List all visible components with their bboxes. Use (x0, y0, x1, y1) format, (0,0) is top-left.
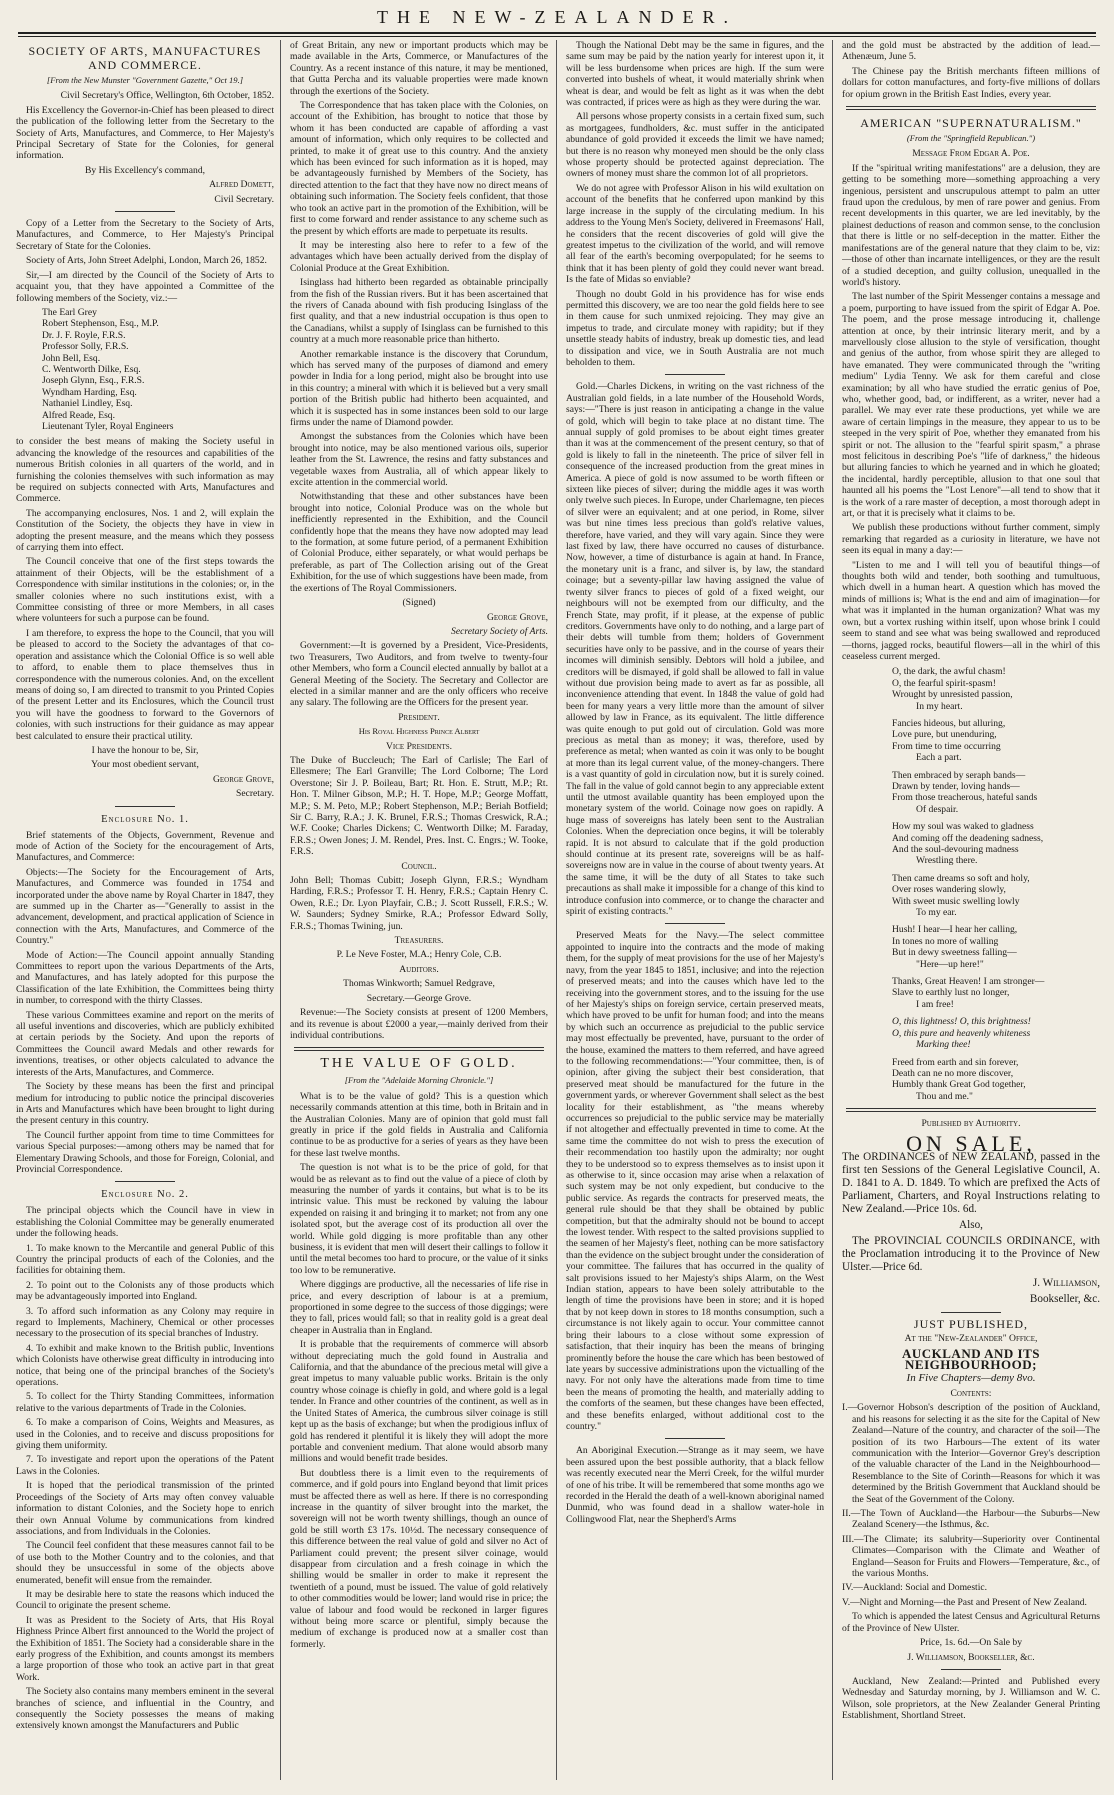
poem (842, 666, 1100, 1102)
society-para: The accompanying enclosures, Nos. 1 and 2, will explain the Constitution of the Society, the objects they have in view in adopting the present measure, and the means which they possess of carrying them into effect. (16, 507, 274, 554)
divider (941, 1312, 1001, 1313)
committee-member: Lieutenant Tyler, Royal Engineers (42, 420, 174, 432)
society-office: Civil Secretary's Office, Wellington, 6th October, 1852. (60, 90, 274, 102)
society-heading: SOCIETY OF ARTS, MANUFACTURES AND COMMERCE. (28, 44, 262, 72)
contents-item: IV.—Auckland: Social and Domestic. (842, 1582, 988, 1594)
poem-line: Thou and me." (916, 1090, 973, 1102)
society-cont-para: Amongst the substances from the Colonies which have been brought into notice, may be also mentioned various oils, superior leather from the St. Lawrence, the resins and fatty substances and vegetable waxes from Australia, all of which appear likely to excite attention in the commercial world. (290, 431, 548, 489)
treasurers-list: P. Le Neve Foster, M.A.; Henry Cole, C.B. (336, 949, 502, 961)
just-published: JUST PUBLISHED, (913, 1316, 1029, 1331)
poem-stanza (842, 770, 1100, 816)
enclosure-para: These various Committees examine and report on the merits of all useful inventions and discoveries, which are publicly exhibited at certain periods by the Society. And upon the reports of Committees the Council award Medals and other rewards for inventions, treatises, or other objects calculated to advance the interests of the Arts, Manufactures, and Commerce. (16, 1009, 274, 1078)
authority-line: Published by Authority. (921, 1118, 1021, 1130)
divider (665, 923, 725, 924)
society-cont-signer-title: Secretary Society of Arts. (451, 625, 548, 637)
provincial-text: The PROVINCIAL COUNCILS ORDINANCE, with the Proclamation introducing it to the Province of New Ulster.—Price 6d. (842, 1234, 1100, 1273)
gold-para: We do not agree with Professor Alison in his wild exultation on account of the benefits that he conferred upon mankind by this large increase in the supply of the circulating medium. In his address to the Young Men's Society, delivered in Freemasons' Hall, he considers that the recent discoveries of gold will give the greatest impetus to the civilization of the world, and will remove all fear of the earth's becoming overpopulated; for he seems to think that it has been plenty of gold they could never want bread. Is the fate of Midas so enviable? (566, 182, 824, 286)
poem-line: Slave to earthly lust no longer, (892, 987, 1010, 999)
committee-member: Dr. J. F. Royle, F.R.S. (42, 329, 126, 341)
price-line: Price, 1s. 6d.—On Sale by (919, 1637, 1023, 1649)
society-command: By His Excellency's command, (84, 164, 206, 176)
enclosure-2-heading: Enclosure No. 2. (101, 1189, 189, 1201)
society-source: [From the New Munster "Government Gazette," Oct 19.] (46, 75, 244, 85)
poem-stanza (842, 666, 1100, 712)
contents-item: III.—The Climate; its salubrity—Superiority over Continental Climates—Comparison with the Climate and Weather of England—Season for Fruits and Flowers—Temperature, &c., of the various Months. (842, 1533, 1100, 1580)
enclosure-1-heading: Enclosure No. 1. (101, 813, 189, 825)
auditors-heading: Auditors. (399, 963, 439, 975)
society-closing: I have the honour to be, Sir, (91, 744, 199, 756)
council-heading: Council. (401, 860, 437, 872)
also-line: Also, (959, 1218, 983, 1231)
enclosure-para: The principal objects which the Council have in view in establishing the Colonial Committee may be generally enumerated under the following heads. (16, 1205, 274, 1240)
seller-name: J. Williamson, Bookseller, &c. (907, 1651, 1035, 1663)
preserved-meats-para: Preserved Meats for the Navy.—The select committee appointed to inquire into the contracts and the mode of making them, for the supply of meat provisions for the use of her Majesty's navy, from the year 1845 to 1851, inclusive; and into the rejection of preserved meats; and into the causes which have led to the receiving into the government stores, and to the issuing for the use of her Majesty's ships on foreign service, certain preserved meats, which have proved to be unfit for human food; and into the means by which such an occurrence as prejudicial to the public service may most effectually be prevented, have, pursuant to the order of the house, examined the matters to them referred, and have agreed to the following recommendations:—"Your committee, then, is of opinion, after giving the subject their best consideration, that preserved meat should be manufactured for the future in the government yards, or wherever Government shall select as the best locality for their establishment, as "the means whereby occurrences so prejudicial to the public service may be materially if not altogether and effectually prevented in time to come. At the same time the committee do not wish to press the execution of their recommendation too hastily upon the admiralty; nor ought they to be understood so to express themselves as to insist upon it as otherwise to it, since occasion may arise when a relaxation of such system may be not only expedient, but conducive to the public service. As regards the contracts for preserved meats, the general rule should be that they shall be obtained by public competition, but that the admiralty should not be bound to accept the lowest tender. With respect to the salted provisions supplied to the seamen of her Majesty's fleet, nothing can be more satisfactory than the evidence on the subject brought under the consideration of your committee. The failures that has occurred in the quality of salt provisions issued to her Majesty's ships Alarm, on the West Indian station, appears to have been solely attributable to the length of time the provisions have been in store; and it is hoped that by not keep down in stores to 18 months consumption, such a circumstance is not likely again to occur. Your committee cannot bring their labours to a close without some expression of satisfaction, that their inquiry has been the means of bringing prominently before the house the care which has been bestowed of late years by successive administrations upon the victualling of the navy. For not only have the alterations made from time to time been the means of promoting the health, and materially adding to the comforts of the seamen, but these changes have been effected, and these benefits enlarged, without additional cost to the country." (566, 930, 824, 1432)
american-heading: AMERICAN "SUPERNATURALISM." (860, 116, 1082, 131)
poem-stanza (842, 1057, 1100, 1103)
poem-stanza (842, 924, 1100, 970)
poem-line: Hush! I hear—I hear her calling, (892, 924, 1018, 936)
poem-line: In my heart. (916, 700, 963, 712)
committee-member: C. Wentworth Dilke, Esq. (42, 363, 141, 375)
divider (294, 1047, 544, 1051)
poem-line: How my soul was waked to gladness (892, 821, 1034, 833)
poem-stanza (842, 873, 1100, 919)
society-para: His Excellency the Governor-in-Chief has been pleased to direct the publication of the following letter from the Secretary to the Society of Arts, Manufactures, and Commerce, to Her Majesty's Principal Secretary of State for the Colonies, for general information. (16, 104, 274, 162)
book-subtitle: In Five Chapters—demy 8vo. (906, 1371, 1036, 1384)
gold-para: Though the National Debt may be the same in figures, and the same sum may be paid by the nation yearly for interest upon it, it will be less burdensome when prices are high. If the sum were converted into bushels of wheat, it would materially shrink when wheat is dear, and would be felt as light as it was when the debt was contracted, if prices were as high as they were during the war. (566, 40, 824, 109)
poem-line: Then embraced by seraph bands— (892, 769, 1026, 781)
american-para: The last number of the Spirit Messenger contains a message and a poem, purporting to have issued from the spirit of Edgar A. Poe. The poem, and the prose message introducing it, challenge attention at once, by their intrinsic literary merit, and by a marvellously close allusion to the style of versification, thought and genius of the author, from whose spirit they are alleged to have emanated. They were communicated through the "writing medium" Lydia Tenny. We ask for them careful and close examination; by all who have studied the erratic genius of Poe, who, whether good, bad, or indifferent, as a writer, never had a parallel. We may ever rate these productions, yet while we are aware of certain limpings in the measure, they appear to us to be steeped in the very spirit of Poe, whether they emanated from his spirit or not. The allusion to the "fearful spirit spasm," a phrase most felicitous in describing Poe's "life of darkness," the hideous but alluring fancies to which he yearned and in which he gloated; the incidental, hardly perceptible, allusion to that one soul that haunted all his poems the "Lost Lenore"—all tend to show that it is the work of a rare master of deception, a most thorough adept in art, or that it is precisely what it claims to be. (842, 291, 1100, 520)
column-rule (280, 40, 281, 1780)
committee-member: Joseph Glynn, Esq., F.R.S. (42, 375, 145, 387)
divider (846, 106, 1096, 110)
society-cont-para: Notwithstanding that these and other substances have been brought into notice, Colonial Produce was on the whole but inefficiently represented in the Exhibition, and the Council confidently hope that the means they have now adopted may lead to the formation, at some future period, of a permanent Exhibition of Colonial Produce, either separately, or what would perhaps be preferable, as part of The Collection arising out of the Great Exhibition, for the use of which suggestions have been made, from the exertions of The Royal Commissioners. (290, 491, 548, 594)
column-3 (566, 40, 824, 1785)
column-2 (290, 40, 548, 1785)
american-para: We publish these productions without further comment, simply remarking that regarded as a curiosity in literature, we have not seen its equal in many a day:— (842, 522, 1100, 557)
poem-line: But in dewy sweetness falling— (892, 947, 1017, 959)
seller-title: Bookseller, &c. (1029, 1292, 1100, 1305)
enclosure-para: It is hoped that the periodical transmission of the printed Proceedings of the Society of Arts may often convey valuable information to distant Colonies, and the Society hope to enrich their own Annual Volume by communications from kindred associations, and from Individuals in the Colonies. (16, 1480, 274, 1537)
masthead-rule-thin (18, 36, 1096, 37)
column-1 (16, 40, 274, 1785)
gold-para: All persons whose property consists in a certain fixed sum, such as mortgagees, fundholders, &c. must suffer in the anticipated abundance of gold provided it exceeds the limit we have named; but there is no reason why moneyed men should be the only class whose property should be protected against depreciation. The owners of money must share the common lot of all proprietors. (566, 111, 824, 180)
column-rule (556, 40, 557, 1780)
column-4 (842, 40, 1100, 1785)
society-cont-para: Revenue:—The Society consists at present of 1200 Members, and its revenue is about £2000 a year,—mainly derived from their individual contributions. (290, 1007, 548, 1041)
poem-line: And the soul-devouring madness (892, 844, 1019, 855)
poem-line: Drawn by tender, loving hands— (892, 780, 1020, 792)
contents-list (842, 1402, 1100, 1608)
committee-member: Wyndham Harding, Esq. (42, 386, 137, 398)
contents-item: V.—Night and Morning—the Past and Present of New Zealand. (842, 1596, 1087, 1608)
poem-line: Death can ne no more discover, (892, 1067, 1014, 1079)
appendix-note: To which is appended the latest Census and Agricultural Returns of the Province of New Ulster. (842, 1611, 1100, 1634)
american-source: (From the "Springfield Republican.") (906, 133, 1036, 144)
committee-member: Professor Solly, F.R.S. (42, 341, 129, 353)
society-cont-para: The Correspondence that has taken place with the Colonies, on account of the Exhibition, has brought to notice that those by whom it has been conducted are capable of affording a vast amount of information, which only requires to be collected and printed, to make it of great use to this country. And the anxiety which has been evinced for such information as it is hoped, may be advantageously furnished by Members of the Society, has directed attention to the fact that they have now no direct means of obtaining such information. The Society feels confident, that those who took an active part in the promotion of the Exhibition, will be first to come forward and render assistance to any scheme such as the present by which efforts are made to perpetuate its results. (290, 100, 548, 237)
enclosure-item: 5. To collect for the Thirty Standing Committees, information relative to the various departments of Trade in the Colonies. (16, 1391, 274, 1414)
society-closing-name: George Grove, (212, 773, 274, 785)
enclosure-item: 6. To make a comparison of Coins, Weights and Measures, as used in the Colonies, and to receive and discuss propositions for giving them uniformity. (16, 1417, 274, 1452)
gold-para: It is probable that the requirements of commerce will absorb without depreciating much the gold found in Australia and California, and that the abundance of the precious metal will give a great impetus to many valuable public works. Britain is the only country whose coinage is chiefly in gold, and where gold is a legal tender. In France and other countries of the continent, as well as in the United States of America, the cumbrous silver coinage is still kept up as the basis of exchange; but when the prodigious influx of gold has rendered it plentiful it is likely they will adopt the more portable and convenient medium. That alone would absorb many millions and would benefit trade besides. (290, 1339, 548, 1465)
divider (115, 806, 175, 807)
gold-source: [From the "Adelaide Morning Chronicle."] (344, 1075, 494, 1086)
gold-para: What is to be the value of gold? This is a question which necessarily commands attention at this time, both in Britain and in the Australian Colonies. Many are of opinion that gold must fall greatly in price if the gold fields in Australia and California continue to be as productive for a series of years as they have been for these last twelve months. (290, 1090, 548, 1159)
committee-members-list (42, 307, 274, 432)
society-cont-para: Another remarkable instance is the discovery that Corundum, which has served many of the purposes of diamond and emery powder in India for a long period, might also be brought into use in this country; a mineral with which it is believed but a very small portion of the British public had hitherto been acquainted, and which it is suspected has in some instances been sold to our large firms under the name of Diamond powder. (290, 348, 548, 428)
enclosure-para: Objects:—The Society for the Encouragement of Arts, Manufactures, and Commerce was founded in 1754 and incorporated under the above name by Royal Charter in 1847, they are summed up in the Charter as—"Generally to assist in the advancement, development, and practical application of Science in connection with the Arts, Manufactures, and Commerce of the Country." (16, 866, 274, 947)
committee-member: Robert Stephenson, Esq., M.P. (42, 318, 159, 330)
enclosure-para: The Society also contains many members eminent in the several branches of science, and influential in the Country, and consequently the Society possesses the means of making extensively known amongst the Manufacturers and Public (16, 1686, 274, 1732)
seller-name: J. Williamson, (1032, 1276, 1100, 1289)
masthead-rule (18, 32, 1096, 34)
society-signer-title: Civil Secretary. (214, 193, 274, 205)
treasurers-heading: Treasurers. (394, 935, 444, 947)
gold-para: The question is not what is to be the price of gold, for that would be as relevant as to find out the value of a piece of cloth by measuring the number of yards it contains, but what is to be its intrinsic value. This must be reckoned by valuing the labour expended on raising it and bringing it to market; not from any one isolated spot, but the average cost of its production all over the world. While gold digging is more profitable than any other business, it is evident that men will desert their callings to follow it until the metal becomes too hard to procure, or the value of it sinks too low to be remunerative. (290, 1162, 548, 1276)
poem-line: "Here—up here!" (916, 958, 984, 970)
society-para: to consider the best means of making the Society useful in advancing the knowledge of the resources and capabilities of the numerous British colonies in all quarters of the world, and in furnishing the colonies themselves with such information as may be required on subjects connected with Arts, Manufactures and Commerce. (16, 436, 274, 505)
poem-stanza (842, 976, 1100, 1010)
on-sale-heading: ON SALE, (906, 1130, 1036, 1156)
poem-line: From time to time occurring (892, 740, 1001, 752)
aboriginal-execution-para: An Aboriginal Execution.—Strange as it may seem, we have been assured upon the best possible authority, that a black fellow was recently executed near the Merri Creek, for the wilful murder of one of his tribe. It will be remembered that some months ago we recorded in the Herald the death of a well-known aboriginal named Dunmid, who was found dead in a shallow water-hole in Collingwood Flat, near the Shepherd's Arms (566, 1445, 824, 1525)
enclosure-item: 3. To afford such information as any Colony may require in regard to Implements, Machinery, Chemical or other processes necessary to the prosecution of its special branches of Industry. (16, 1305, 274, 1340)
ordinances-ad (842, 1151, 1100, 1306)
president-name: His Royal Highness Prince Albert (358, 726, 480, 737)
poem-line: Love pure, but unenduring, (892, 729, 997, 741)
poem-line: Fancies hideous, but alluring, (892, 717, 1006, 729)
ordinances-text: The ORDINANCES of NEW ZEALAND, passed in the first ten Sessions of the General Legislative Council, A. D. 1841 to A. D. 1849. To which are prefixed the Acts of Parliament, Charters, and Royal Instructions relating to New Zealand.—Price 10s. 6d. (842, 1150, 1100, 1215)
column-rule (832, 40, 833, 1780)
poem-line: Each a part. (916, 752, 962, 764)
masthead: THE NEW-ZEALANDER. (377, 7, 737, 27)
enclosure-para: It was as President to the Society of Arts, that His Royal Highness Prince Albert first announced to the World the project of the Exhibition of 1851. The Society had a considerable share in the early progress of the Exhibition, and counts amongst its members a large proportion of those who took an active part in that great Work. (16, 1614, 274, 1683)
col5-chinese: The Chinese pay the British merchants fifteen millions of dollars for cotton manufactures, and forty-five millions of dollars for opium grown in the British East Indies, every year. (842, 65, 1100, 100)
poem-stanza (842, 1016, 1100, 1050)
poem-line: And coming off the deadening sadness, (892, 832, 1044, 844)
poem-line: Wrought by unresisted passion, (892, 689, 1013, 701)
enclosure-item: 1. To make known to the Mercantile and general Public of this Country the principal products of each of the Colonies, and the facilities for obtaining them. (16, 1242, 274, 1277)
poem-line: Then came dreams so soft and holy, (892, 872, 1030, 884)
enclosure-item: 4. To exhibit and make known to the British public, Inventions which Colonists have otherwise great difficulty in introducing into notice, that being one of the principal branches of the Society's operations. (16, 1342, 274, 1389)
enclosure-para: Mode of Action:—The Council appoint annually Standing Committees to report upon the various Departments of the Arts, and Manufactures, and has lately adopted for this purpose the Classification of the late Exhibition, the Committees being thirty in number, to correspond with the thirty Classes. (16, 949, 274, 1007)
council-list: John Bell; Thomas Cubitt; Joseph Glynn, F.R.S.; Wyndham Harding, F.R.S.; Professor T. H. Henry, F.R.S.; Captain Henry C. Owen, R.E.; Dr. Lyon Playfair, C.B.; J. Scott Russell, F.R.S.; W. W. Saunders; Sydney Smirke, R.A.; Professor Edward Solly, F.R.S.; Thomas Twining, jun. (290, 875, 548, 932)
society-closing: Your most obedient servant, (91, 759, 199, 771)
society-para: I am therefore, to express the hope to the Council, that you will be pleased to accord to the Society the advantages of that co-operation and assistance which the Colonial Office is so well able to afford, to enable them to place themselves thus in correspondence with the numerous colonies. And, on the excellent means of doing so, I am directed to transmit to you Printed Copies of the present Letter and its Enclosures, which the Council trust you will have the goodness to forward to the Governors of colonies, with such instructions for their guidance as may appear best calculated to ensure their practical utility. (16, 627, 274, 742)
imprint: Auckland, New Zealand:—Printed and Published every Wednesday and Saturday morning, by J. Williamson and W. C. Wilson, sole proprietors, at the New Zealander General Printing Establishment, Shortland Street. (842, 1675, 1100, 1722)
poem-line: O, this lightness! O, this brightness! (892, 1016, 1031, 1028)
society-cont-signer: George Grove, (486, 611, 548, 623)
society-cont-para: It may be interesting also here to refer to a few of the advantages which have been actually derived from the display of Colonial Produce at the Great Exhibition. (290, 239, 548, 274)
poem-line: Thanks, Great Heaven! I am stronger— (892, 976, 1045, 988)
vice-presidents-heading: Vice Presidents. (385, 740, 453, 752)
office-line: At the "New-Zealander" Office, (904, 1333, 1038, 1345)
society-copy: Copy of a Letter from the Secretary to the Society of Arts, Manufactures, and Commerce, to Her Majesty's Principal Secretary of State for the Colonies. (16, 218, 274, 252)
committee-member: Nathaniel Lindley, Esq. (42, 398, 133, 410)
committee-member: Alfred Reade, Esq. (42, 409, 115, 421)
poem-line: O, the fearful spirit-spasm! (892, 677, 996, 689)
poem-line: To my ear. (916, 907, 957, 919)
enclosure-para: Brief statements of the Objects, Government, Revenue and mode of Action of the Society for the encouragement of Arts, Manufactures, and Commerce: (16, 829, 274, 864)
american-para: "Listen to me and I will tell you of beautiful things—of thoughts both wild and tender, both soothing and tumultuous, which dwell in a human heart. A question which has moved the minds of millions is; What is the end and aim of imagination—for what was it implanted in the human organization? What was my own, but a vortex rushing within itself, upon whose brink I could seem to stand and see what was being swallowed and reproduced—thorns, jagged rocks, beautiful flowers—all in the whirl of this ceaseless current merged. (842, 559, 1100, 662)
poem-line: In tones no more of walling (892, 935, 999, 947)
poem-line: With sweet music swelling lowly (892, 895, 1020, 907)
enclosure-para: It may be desirable here to state the reasons which induced the Council to originate the present scheme. (16, 1588, 274, 1612)
poem-line: Freed from earth and sin forever, (892, 1056, 1019, 1068)
divider (941, 1669, 1001, 1670)
enclosure-para: The Council feel confident that these measures cannot fail to be of use both to the Mother Country and to the colonies, and that should they be unsuccessful in some of the objects above enumerated, benefit will ensue from the remainder. (16, 1540, 274, 1586)
poem-line: O, the dark, the awful chasm! (892, 666, 1006, 678)
society-cont-signed: (Signed) (402, 597, 436, 609)
poem-line: I am free! (916, 998, 954, 1010)
poem-line: Wrestling there. (916, 855, 978, 867)
contents-item: II.—The Town of Auckland—the Harbour—the Suburbs—New Zealand Scenery—the Isthmus, &c. (842, 1508, 1100, 1531)
committee-member: John Bell, Esq. (42, 352, 101, 364)
society-para: Sir,—I am directed by the Council of the Society of Arts to acquaint you, that they have appointed a Committee of the following members of the Society, viz.:— (16, 269, 274, 304)
col5-gold-end: and the gold must be abstracted by the addition of lead.—Athenæum, June 5. (842, 40, 1100, 63)
society-para: The Council conceive that one of the first steps towards the attainment of their Objects, will be the establishment of a Correspondence with similar institutions in the colonies; or, in the smaller colonies where no such institutions exist, with a Committee consisting of three or more Members, in all cases where volunteers for such a purpose can be found. (16, 556, 274, 625)
vice-presidents-list: The Duke of Buccleuch; The Earl of Carlisle; The Earl of Ellesmere; The Earl Granville; The Lord Colborne; The Lord Overstone; Sir J. P. Boileau, Bart; Rt. Hon. E. Strutt, M.P.; Rt. Hon. T. Milner Gibson, M.P.; H. T. Hope, M.P.; George Moffatt, M.P.; S. M. Peto, M.P.; Robert Stephenson, M.P.; Beriah Botfield; Sir C. Barry, R.A.; J. K. Brunel, F.R.S.; Thomas Creswick, R.A.; W.F. Cooke; Charles Dickens; C. Wentworth Dilke; M. Faraday, F.R.S.; Owen Jones; J. M. Rendel, Pres. Inst. C. Engrs.; W. Tooke, F.R.S. (290, 754, 548, 858)
poem-stanza (842, 821, 1100, 867)
divider (115, 1181, 175, 1182)
auditors-list: Thomas Winkworth; Samuel Redgrave, (343, 978, 495, 990)
contents-item: I.—Governor Hobson's description of the position of Auckland, and his reasons for selecting it as the site for the Capital of New Zealand—Nature of the country, and character of the soil—The position of its two Harbours—The extent of its water communication with the Interior—Governor Grey's description of the valuable character of the Land in the Neighbourhood—Resemblance to the Site of Corinth—Reasons for which it was determined by the British Government that Auckland should be the Seat of the Government of the Colony. (842, 1402, 1100, 1505)
gold-heading: THE VALUE OF GOLD. (320, 1056, 518, 1072)
poem-line: O, this pure and heavenly whiteness (892, 1027, 1031, 1039)
enclosure-item: 7. To investigate and report upon the operations of the Patent Laws in the Colonies. (16, 1454, 274, 1477)
committee-member: The Earl Grey (42, 306, 97, 318)
society-closing-title: Secretary. (236, 788, 274, 800)
book-title: AUCKLAND AND ITS NEIGHBOURHOOD; (901, 1345, 1041, 1373)
poem-line: Humbly thank Great God together, (892, 1079, 1026, 1091)
poem-line: Marking thee! (916, 1039, 971, 1051)
society-cont-para: Isinglass had hitherto been regarded as obtainable principally from the fish of the Russian rivers. But it has been ascertained that the rivers of Canada abound with fish producing Isinglass of the first quality, and that a new industrial occupation is thus open to the Canadians, whilst a supply of Isinglass can be furnished to this country at a much more reasonable price than hitherto. (290, 277, 548, 346)
secretary-line: Secretary.—George Grove. (366, 992, 472, 1004)
divider (665, 1438, 725, 1439)
society-signer: Alfred Domett, (209, 179, 274, 191)
poem-line: Of despair. (916, 803, 959, 815)
gold-dickens-para: Gold.—Charles Dickens, in writing on the vast richness of the Australian gold fields, in a late number of the Household Words, says:—"There is just reason in anticipating a change in the value of gold, which will begin to take place at no distant time. The annual supply of gold promises to be about eight times greater than it was at the commencement of the present century, so that of gold is likely to fall in the nineteenth. The price of silver fell in consequence of the increased production from the great mines in America. A piece of gold is now assumed to be worth fifteen or sixteen like pieces of silver; during the middle ages it was worth only twelve such pieces. In Europe, under Charlemagne, ten pieces of silver were an equivalent; and at one period, in Rome, silver was but nine times less precious than gold's relative values, therefore, have varied, and they will vary again. Since they were last fixed by law, there have occurred no causes of disturbance. Now, however, a time of disturbance is again at hand. In France, the monetary unit is a franc, and silver is, by law, the standard coinage; but a seventy-pillar law having assigned the value of twenty silver francs to pieces of gold of a fixed weight, our neighbours will not be exempted from our difficulty, and the French State, may profit, if it please, at the expense of public creditors. Governments have only to do nothing, and a large part of their debts will tumble from them; holders of Government securities have only to be passive, and in the course of years their incomes will diminish sensibly. Debtors will hold a jubilee, and creditors will be dismayed, if gold shall be allowed to fall in value without due provision being made to avert as far as possible, all inconvenience attending that event. In 1848 the value of gold had been for many years a very little more than the amount of silver allowed by law in France, as its equivalent. The little difference was quite enough to put gold out of circulation. Gold was more precious as metal than as money; it was, therefore, used by preference as metal; when wanted as coin it was only to be bought at more than its legal current value, of the money-changers. There is a vast quantity of gold in circulation now, but it is surely coined. The fall in the value of gold cannot begin to any appreciable extent until the utmost available quantity has been employed upon the monetary system of the world. Coinage now goes on rapidly. A huge mass of sovereigns has lately been sent to the Australian Colonies. When the depreciation once begins, it will be tolerably rapid. It is not absurd to calculate that if the gold production should continue at its present rate, sovereigns will be as half-sovereigns now are in value in the course of about twenty years. At the same time, it will be the duty of all States to take such precautions as shall make it impossible for a change of this kind to introduce confusion into commerce, or to change the character and spirit of existing contracts." (566, 381, 824, 918)
society-address: Society of Arts, John Street Adelphi, London, March 26, 1852. (26, 255, 267, 267)
society-cont-para: Government:—It is governed by a President, Vice-Presidents, two Treasurers, Two Auditors, and from twelve to twenty-four other Members, who form a Council elected annually by ballot at a General Meeting of the Society. The Secretary and Collector are elected in a similar manner and are the only officers who receive any salary. The following are the Officers for the present year. (290, 640, 548, 709)
gold-para: But doubtless there is a limit even to the requirements of commerce, and if gold pours into England beyond that limit prices must be affected there as well as here. If there is no corresponding increase in the quantity of silver brought into the market, the sovereign will not be worth twenty shillings, though an ounce of gold be still worth £3 17s. 10½d. The necessary consequence of this difference between the real value of gold and silver no Act of Parliament could prevent; the present silver coinage, would disappear from circulation and a fresh coinage in which the shilling would be smaller in order to make it represent the twentieth of a pound, must be issued. The value of gold relatively to other commodities would be lower; land would rise in price; the value of labour and food would be reckoned in larger figures without being more scarce or plentiful, simply because the medium of exchange is produced now at a smaller cost than formerly. (290, 1467, 548, 1650)
gold-para: Where diggings are productive, all the necessaries of life rise in price, and every description of labour is at a premium, proportioned in some degree to the success of those diggings; were they to fall, prices would fall; so that in reality gold is a great deal cheaper in Australia than in England. (290, 1279, 548, 1336)
enclosure-item: 2. To point out to the Colonists any of those products which may be advantageously imported into England. (16, 1279, 274, 1303)
divider (665, 374, 725, 375)
president-heading: President. (398, 711, 440, 723)
poem-line: From those treacherous, hateful sands (892, 792, 1038, 804)
contents-heading: Contents: (950, 1387, 992, 1399)
american-para: If the "spiritual writing manifestations" are a delusion, they are getting to be something more—something approaching a very ingenious, persistent and unscrupulous attempt to palm an utter fraud upon the credulous, by men of rare power and genius. From recent developments in this quarter, we are led inevitably, by the plainest deductions of reason and common sense, to the conclusion that there is little or no self-deception in the matter. Either the manifestations are of the general nature that they claim to be, viz:—those of other than incarnate intelligences, or they are the result of a studied deception, and guilty collusion, unequalled in the world's history. (842, 162, 1100, 288)
poem-line: Over roses wandering slowly, (892, 884, 1006, 896)
divider (115, 211, 175, 212)
divider (846, 1108, 1096, 1112)
enclosure-para: The Society by these means has been the first and principal medium for introducing to public notice the principal discoveries in Arts and Manufactures which have been brought to light during the present century in this country. (16, 1081, 274, 1127)
american-subheading: Message From Edgar A. Poe. (912, 148, 1030, 160)
society-cont-para: of Great Britain, any new or important products which may be made available in the Arts, Commerce, or Manufactures of the Country. As a recent instance of this nature, it may be mentioned, that Gutta Percha and its valuable properties were made known through the exertions of the Society. (290, 40, 548, 97)
enclosure-para: The Council further appoint from time to time Committees for various Special purposes:—among others may be named that for Elementary Drawing Schools, and those for Foreign, Colonial, and Provincial Correspondence. (16, 1129, 274, 1175)
poem-stanza (842, 718, 1100, 764)
gold-para: Though no doubt Gold in his providence has for wise ends permitted this discovery, we are too near the gold fields here to see in them cause for such unmixed rejoicing. They may give an impetus to trade, and circulate money with rapidity; but if they unsettle steady habits of industry, break up domestic ties, and lead to dissipation and vice, we in South Australia are not much beholden to them. (566, 288, 824, 368)
